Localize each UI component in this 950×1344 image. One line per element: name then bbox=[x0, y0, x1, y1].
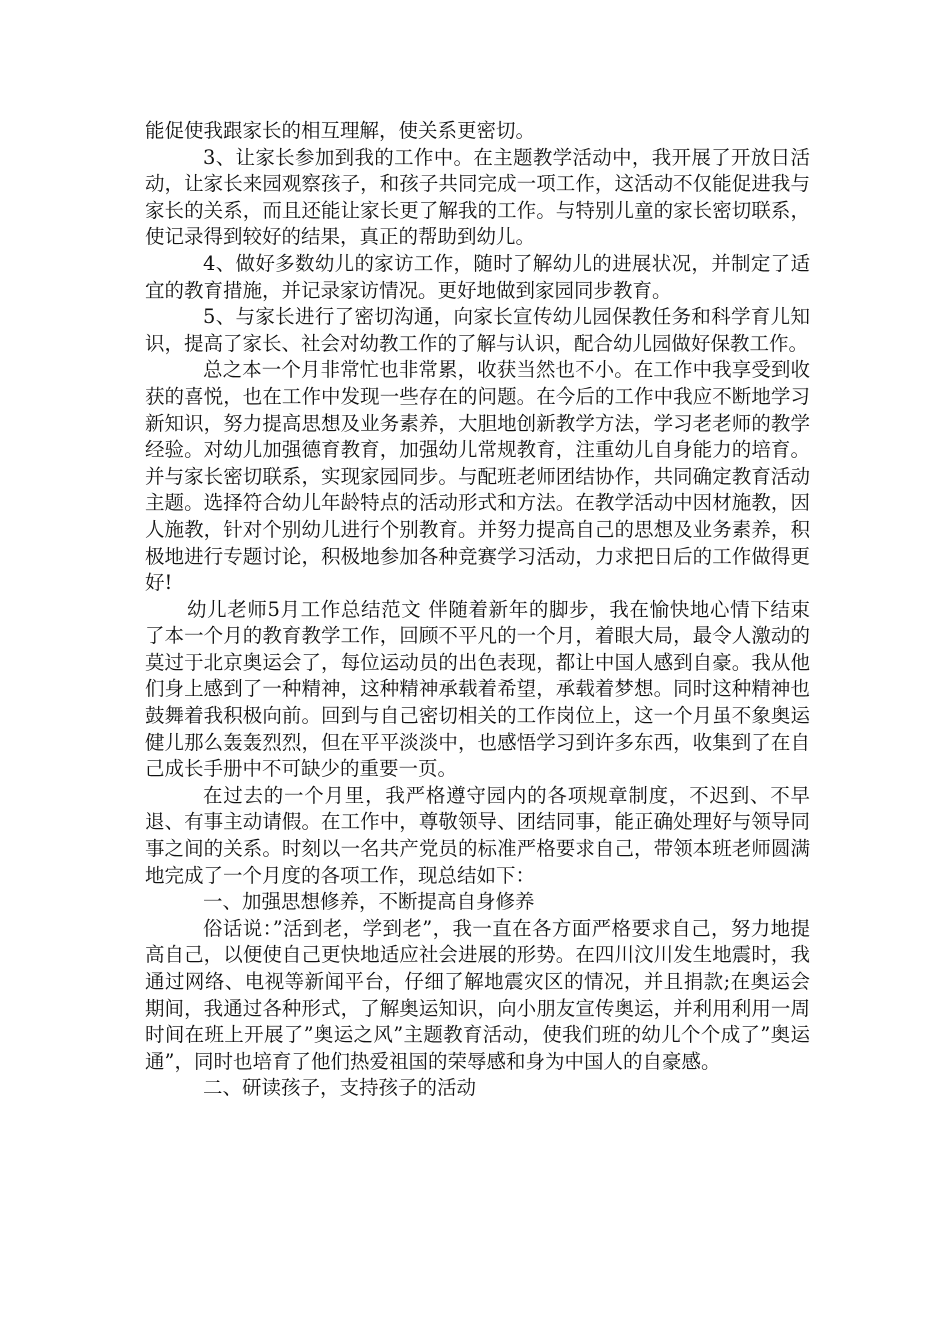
paragraph-past-month: 在过去的一个月里，我严格遵守园内的各项规章制度，不迟到、不早退、有事主动请假。在工作中，尊敬领导、团结同事，能正确处理好与领导同事之间的关系。时刻以一名共产党员的标准严格要求自己，带领本班老师圆满地完成了一个月度的各项工作，现总结如下： bbox=[145, 783, 810, 887]
paragraph-proverb: 俗话说：”活到老，学到老”，我一直在各方面严格要求自己，努力地提高自己，以便使自己更快地适应社会进展的形势。在四川汶川发生地震时，我通过网络、电视等新闻平台，仔细了解地震灾区的情况，并且捐款;在奥运会期间，我通过各种形式，了解奥运知识，向小朋友宣传奥运，并利用利用一周时间在班上开展了”奥运之风”主题教育活动，使我们班的幼儿个个成了”奥运通”，同时也培育了他们热爱祖国的荣辱感和身为中国人的自豪感。 bbox=[145, 916, 810, 1073]
paragraph-item-4: 4、做好多数幼儿的家访工作，随时了解幼儿的进展状况，并制定了适宜的教育措施，并记录家访情况。更好地做到家园同步教育。 bbox=[145, 251, 810, 302]
section-heading-1: 一、加强思想修养，不断提高自身修养 bbox=[203, 890, 535, 914]
paragraph-title-intro: 幼儿老师5月工作总结范文 伴随着新年的脚步，我在愉快地心情下结束了本一个月的教育教学工作，回顾不平凡的一个月，着眼大局，最令人激动的莫过于北京奥运会了，每位运动员的出色表现，都让中国人感到自豪。我从他们身上感到了一种精神，这种精神承载着希望，承载着梦想。同时这种精神也鼓舞着我积极向前。回到与自己密切相关的工作岗位上，这一个月虽不象奥运健儿那么轰轰烈烈，但在平平淡淡中，也感悟学习到许多东西，收集到了在自己成长手册中不可缺少的重要一页。 bbox=[145, 597, 810, 781]
paragraph-item-3: 3、让家长参加到我的工作中。在主题教学活动中，我开展了开放日活动，让家长来园观察孩子，和孩子共同完成一项工作，这活动不仅能促进我与家长的关系，而且还能让家长更了解我的工作。与特别儿童的家长密切联系，使记录得到较好的结果，真正的帮助到幼儿。 bbox=[145, 145, 810, 249]
paragraph-continuation: 能促使我跟家长的相互理解，使关系更密切。 bbox=[145, 119, 536, 142]
paragraph-item-5: 5、与家长进行了密切沟通，向家长宣传幼儿园保教任务和科学育儿知识，提高了家长、社会对幼教工作的了解与认识，配合幼儿园做好保教工作。 bbox=[145, 305, 810, 355]
document-body bbox=[145, 118, 810, 1102]
paragraph-summary: 总之本一个月非常忙也非常累，收获当然也不小。在工作中我享受到收获的喜悦，也在工作中发现一些存在的问题。在今后的工作中我应不断地学习新知识，努力提高思想及业务素养，大胆地创新教学方法，学习老老师的教学经验。对幼儿加强德育教育，加强幼儿常规教育，注重幼儿自身能力的培育。并与家长密切联系，实现家园同步。与配班老师团结协作，共同确定教育活动主题。选择符合幼儿年龄特点的活动形式和方法。在教学活动中因材施教，因人施教，针对个别幼儿进行个别教育。并努力提高自己的思想及业务素养，积极地进行专题讨论，积极地参加各种竞赛学习活动，力求把日后的工作做得更好! bbox=[145, 358, 810, 595]
section-heading-2: 二、研读孩子，支持孩子的活动 bbox=[203, 1076, 477, 1100]
